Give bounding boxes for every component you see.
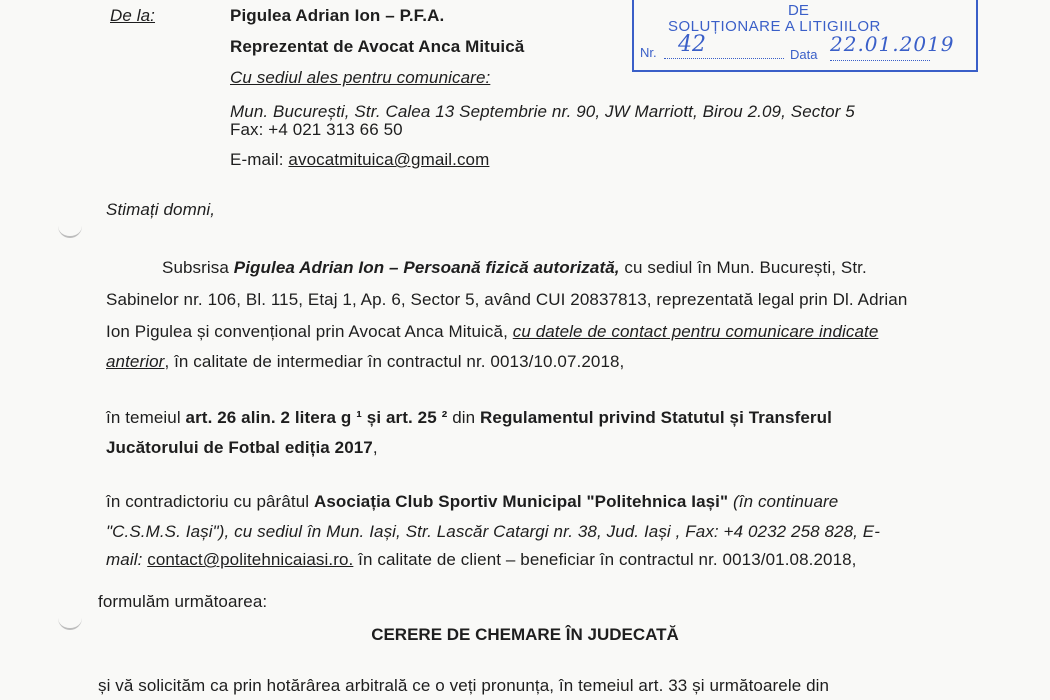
p2-l1-d: Regulamentul privind Statutul și Transferul bbox=[480, 408, 832, 427]
p2-line1 bbox=[106, 408, 832, 428]
p1-line4 bbox=[106, 352, 624, 372]
stamp-data-line bbox=[830, 60, 930, 61]
p3-l3-c: în calitate de client – beneficiar în contractul nr. 0013/01.08.2018, bbox=[353, 550, 857, 569]
greeting: Stimați domni, bbox=[106, 200, 216, 219]
p2-l2-bold: Jucătorului de Fotbal ediția 2017 bbox=[106, 438, 373, 457]
p3-l1-a: în contradictoriu cu pârâtul bbox=[106, 492, 314, 511]
p1-l3-a: Ion Pigulea și convențional prin Avocat Anca Mituică, bbox=[106, 322, 513, 341]
stamp-nr-label: Nr. bbox=[640, 45, 657, 60]
p1-l1-a: Subsrisa bbox=[162, 258, 234, 277]
p5-line: și vă solicităm ca prin hotărârea arbitrală ce o veți pronunța, în temeiul art. 33 și următoarele din bbox=[98, 676, 830, 695]
p2-l1-c: din bbox=[447, 408, 481, 427]
stamp-nr-line bbox=[664, 58, 784, 59]
p1-l1-c: cu sediul în Mun. București, Str. bbox=[619, 258, 867, 277]
sender-fax: Fax: +4 021 313 66 50 bbox=[230, 120, 403, 139]
p1-line3 bbox=[106, 322, 878, 342]
stamp-solutionare: SOLUȚIONARE A LITIGIILOR bbox=[668, 18, 881, 35]
p3-line1 bbox=[106, 492, 838, 512]
sender-name: Pigulea Adrian Ion – P.F.A. bbox=[230, 6, 445, 25]
stamp-de: DE bbox=[788, 2, 809, 19]
p3-line2: "C.S.M.S. Iași"), cu sediul în Mun. Iași, Str. Lascăr Catargi nr. 38, Jud. Iași , Fax: +4 0232 258 828, E- bbox=[106, 522, 881, 541]
sender-representative: Reprezentat de Avocat Anca Mituică bbox=[230, 37, 525, 56]
p1-l3-b: cu datele de contact pentru comunicare indicate bbox=[512, 322, 879, 341]
p2-line2 bbox=[106, 438, 378, 458]
stamp-data-label: Data bbox=[790, 47, 818, 62]
p4-line: formulăm următoarea: bbox=[98, 592, 268, 611]
p2-l1-a: în temeiul bbox=[106, 408, 186, 427]
p3-l3-a: mail: bbox=[106, 550, 148, 569]
p3-email-link[interactable]: contact@politehnicaiasi.ro. bbox=[147, 550, 354, 569]
p1-line2: Sabinelor nr. 106, Bl. 115, Etaj 1, Ap. 6, Sector 5, având CUI 20837813, reprezentată legal prin Dl. Adrian bbox=[106, 290, 908, 309]
p3-line3 bbox=[106, 550, 857, 570]
registration-stamp bbox=[632, 0, 978, 72]
p2-l2-end: , bbox=[372, 438, 378, 457]
p1-l4-a: anterior bbox=[106, 352, 165, 371]
p1-l4-b: , în calitate de intermediar în contractul nr. 0013/10.07.2018, bbox=[164, 352, 625, 371]
document-title: CERERE DE CHEMARE ÎN JUDECATĂ bbox=[371, 625, 679, 644]
stamp-data-value: 22.01.2019 bbox=[830, 32, 955, 56]
p1-line1 bbox=[162, 258, 867, 278]
sender-email-line bbox=[230, 150, 489, 170]
hole-punch-mark bbox=[58, 226, 82, 238]
p1-l1-b: Pigulea Adrian Ion – Persoană fizică autorizată, bbox=[233, 258, 620, 277]
p2-l1-b: art. 26 alin. 2 litera g ¹ și art. 25 ² bbox=[185, 408, 448, 427]
from-label: De la: bbox=[110, 6, 156, 25]
seat-label: Cu sediul ales pentru comunicare: bbox=[230, 68, 491, 87]
sender-email-link[interactable]: avocatmituica@gmail.com bbox=[288, 150, 490, 169]
sender-address: Mun. București, Str. Calea 13 Septembrie nr. 90, JW Marriott, Birou 2.09, Sector 5 bbox=[230, 102, 855, 121]
p3-l1-c: (în continuare bbox=[728, 492, 839, 511]
p3-l1-b: Asociația Club Sportiv Municipal "Politehnica Iași" bbox=[313, 492, 729, 511]
email-label: E-mail: bbox=[230, 150, 289, 169]
stamp-nr-value: 42 bbox=[678, 32, 706, 57]
